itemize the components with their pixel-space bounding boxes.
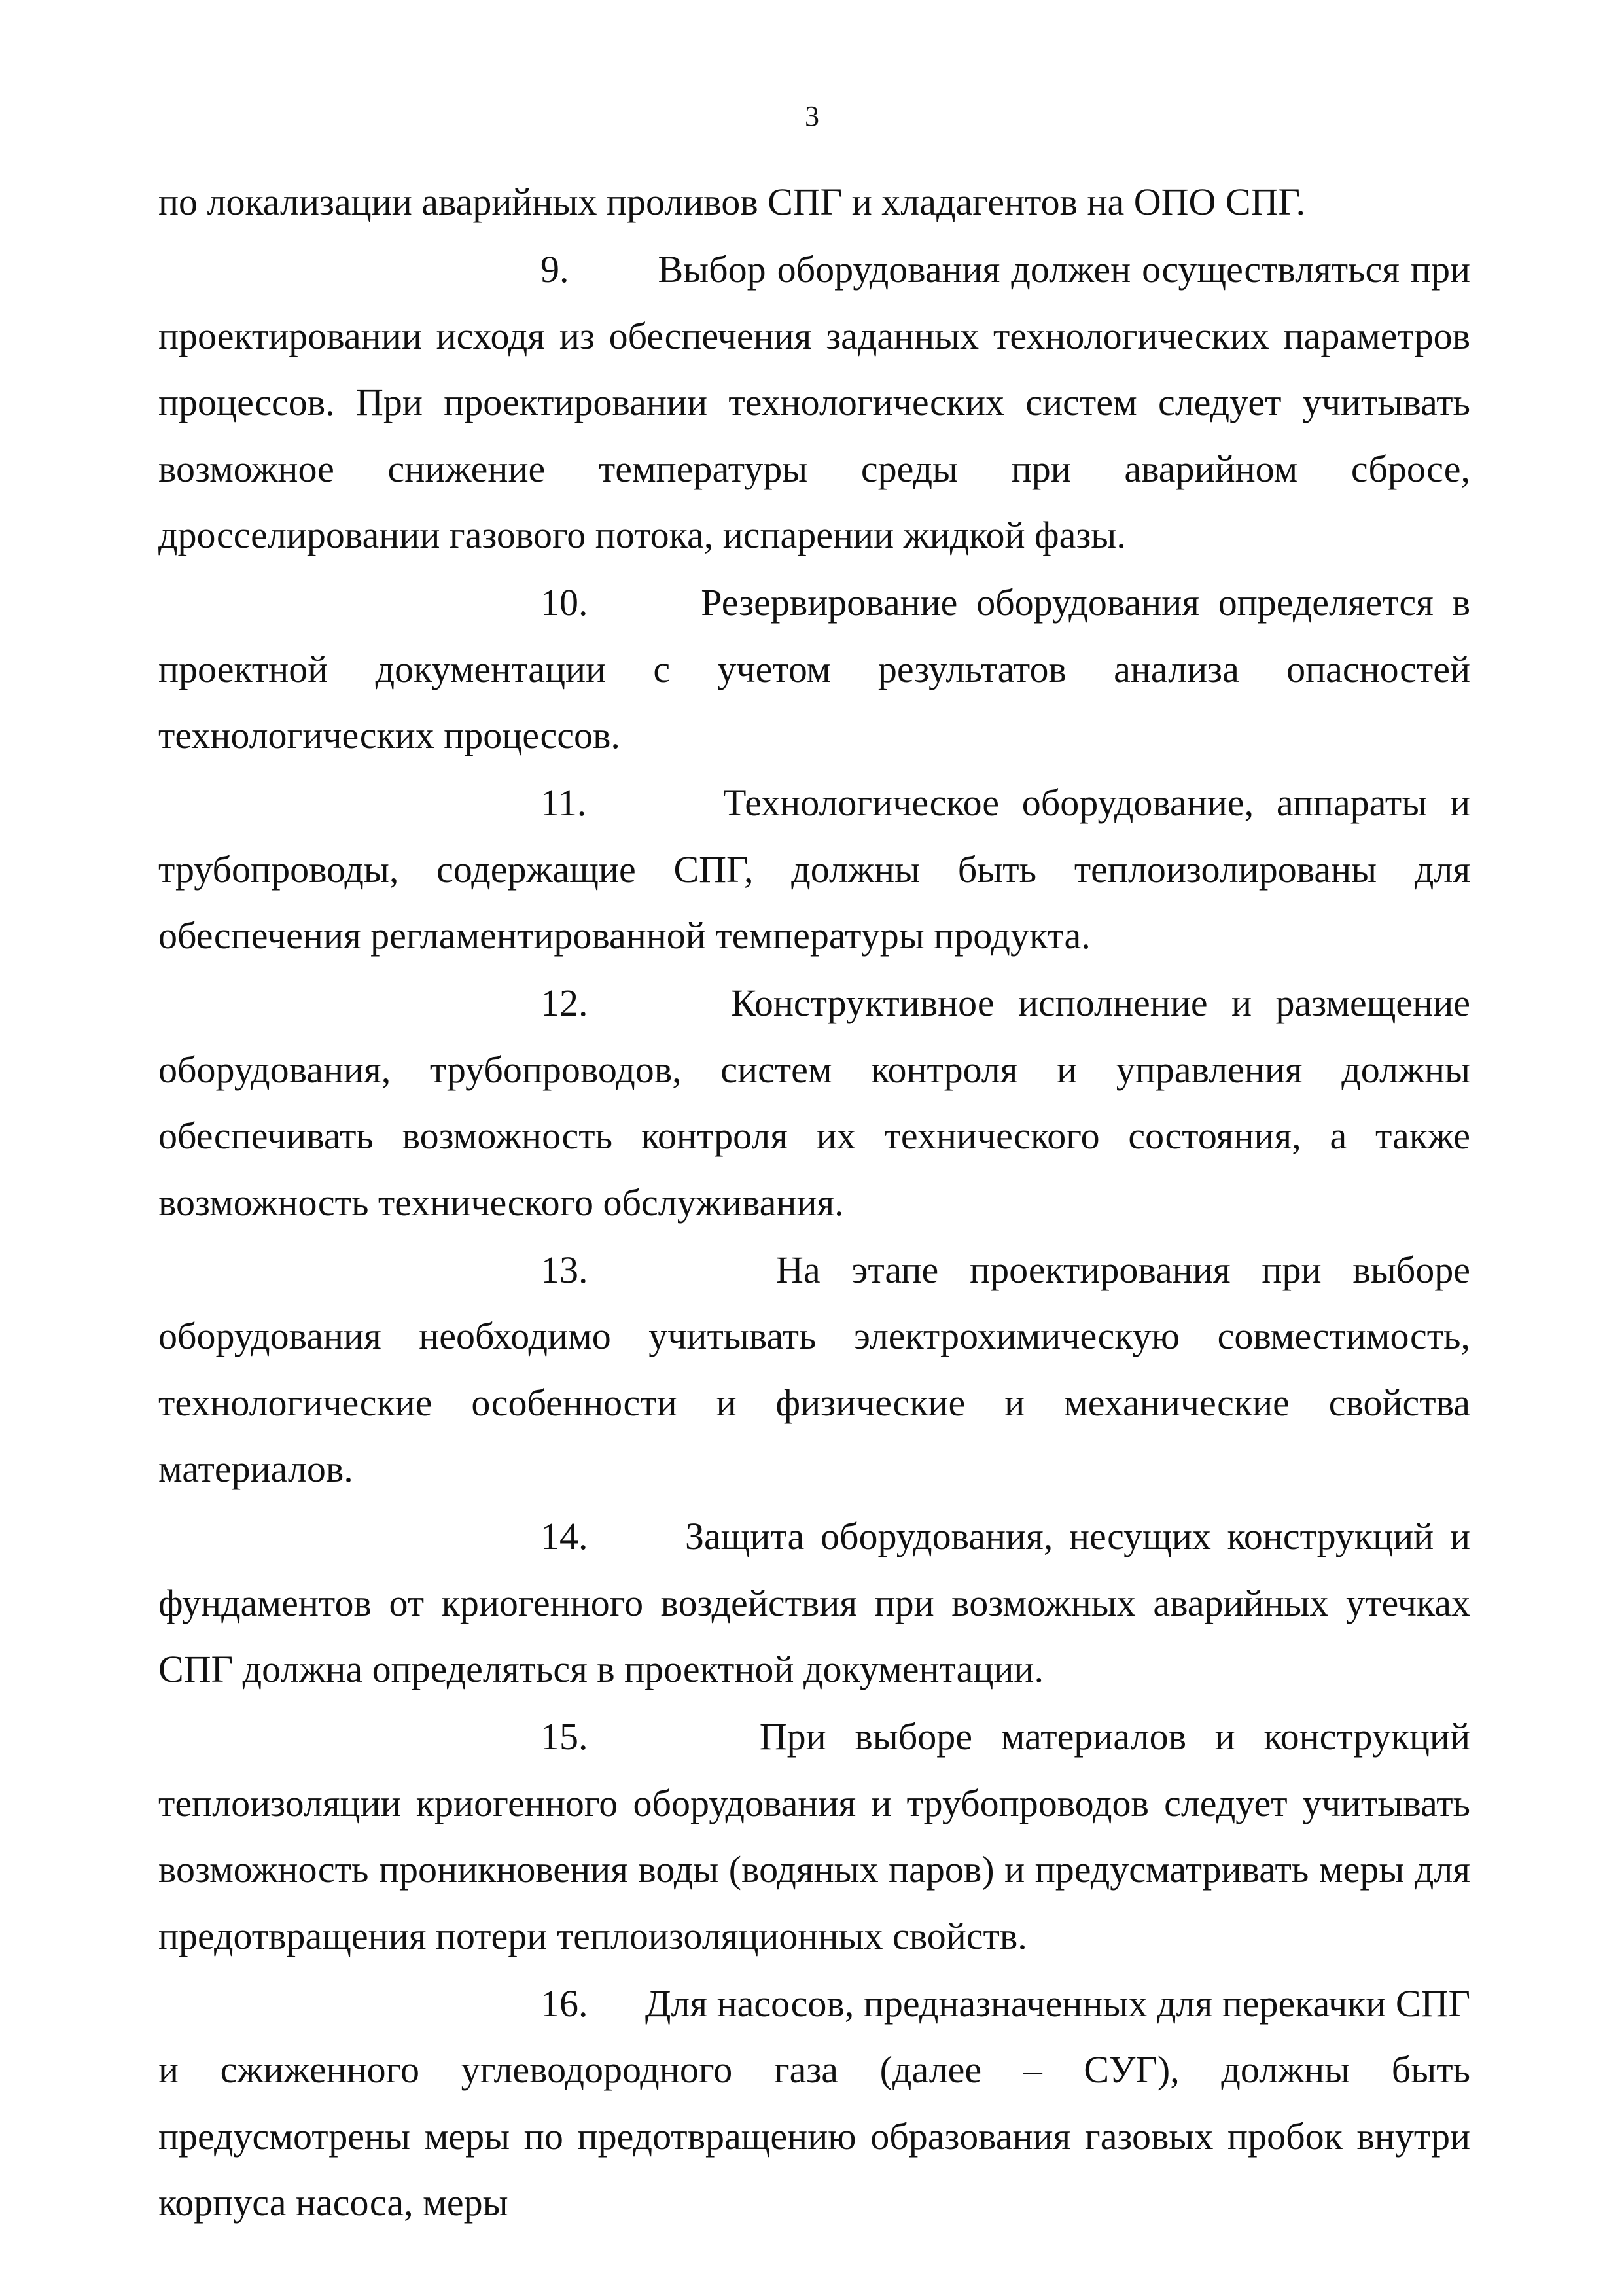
paragraph-16	[158, 1970, 1470, 2236]
paragraph-number: 9.	[540, 248, 569, 291]
paragraph-11	[158, 770, 1470, 969]
paragraph-number: 10.	[540, 581, 588, 624]
paragraph-text: Конструктивное исполнение и размещение оборудования, трубопроводов, систем контроля и управления должны обеспечивать возможность контроля их технического состояния, а также возможность технического обслуживания.	[158, 982, 1470, 1224]
paragraph-number: 12.	[540, 982, 588, 1024]
paragraph-12	[158, 970, 1470, 1236]
paragraph-number: 11.	[540, 781, 587, 824]
paragraph-number: 13.	[540, 1248, 588, 1291]
paragraph-13	[158, 1237, 1470, 1503]
paragraph-15	[158, 1703, 1470, 1969]
paragraph-10	[158, 569, 1470, 769]
paragraph-9	[158, 236, 1470, 569]
paragraph-text: При выборе материалов и конструкций теплоизоляции криогенного оборудования и трубопроводов следует учитывать возможность проникновения воды (водяных паров) и предусматривать меры для предотвращения потери теплоизоляционных свойств.	[158, 1715, 1471, 1957]
paragraph-text: по локализации аварийных проливов СПГ и хладагентов на ОПО СПГ.	[158, 181, 1305, 223]
paragraph-continuation	[158, 169, 1470, 236]
paragraph-number: 15.	[540, 1715, 588, 1758]
paragraph-text: Для насосов, предназначенных для перекачки СПГ и сжиженного углеводородного газа (далее – СУГ), должны быть предусмотрены меры по предотвращению образования газовых пробок внутри корпуса насоса, меры	[158, 1982, 1471, 2224]
paragraph-text: Выбор оборудования должен осуществляться при проектировании исходя из обеспечения заданных технологических параметров процессов. При проектировании технологических систем следует учитывать возможное снижение температуры среды при аварийном сбросе, дросселировании газового потока, испарении жидкой фазы.	[158, 248, 1470, 556]
paragraph-text: Резервирование оборудования определяется в проектной документации с учетом результатов анализа опасностей технологических процессов.	[158, 581, 1470, 756]
document-body	[158, 169, 1470, 2236]
paragraph-number: 14.	[540, 1515, 588, 1557]
paragraph-text: Технологическое оборудование, аппараты и трубопроводы, содержащие СПГ, должны быть теплоизолированы для обеспечения регламентированной температуры продукта.	[158, 781, 1471, 957]
paragraph-number: 16.	[540, 1982, 588, 2025]
paragraph-text: На этапе проектирования при выборе оборудования необходимо учитывать электрохимическую совместимость, технологические особенности и физические и механические свойства материалов.	[158, 1248, 1470, 1490]
paragraph-text: Защита оборудования, несущих конструкций и фундаментов от криогенного воздействия при возможных аварийных утечках СПГ должна определяться в проектной документации.	[158, 1515, 1470, 1690]
paragraph-14	[158, 1503, 1470, 1703]
page-number: 3	[805, 100, 819, 132]
